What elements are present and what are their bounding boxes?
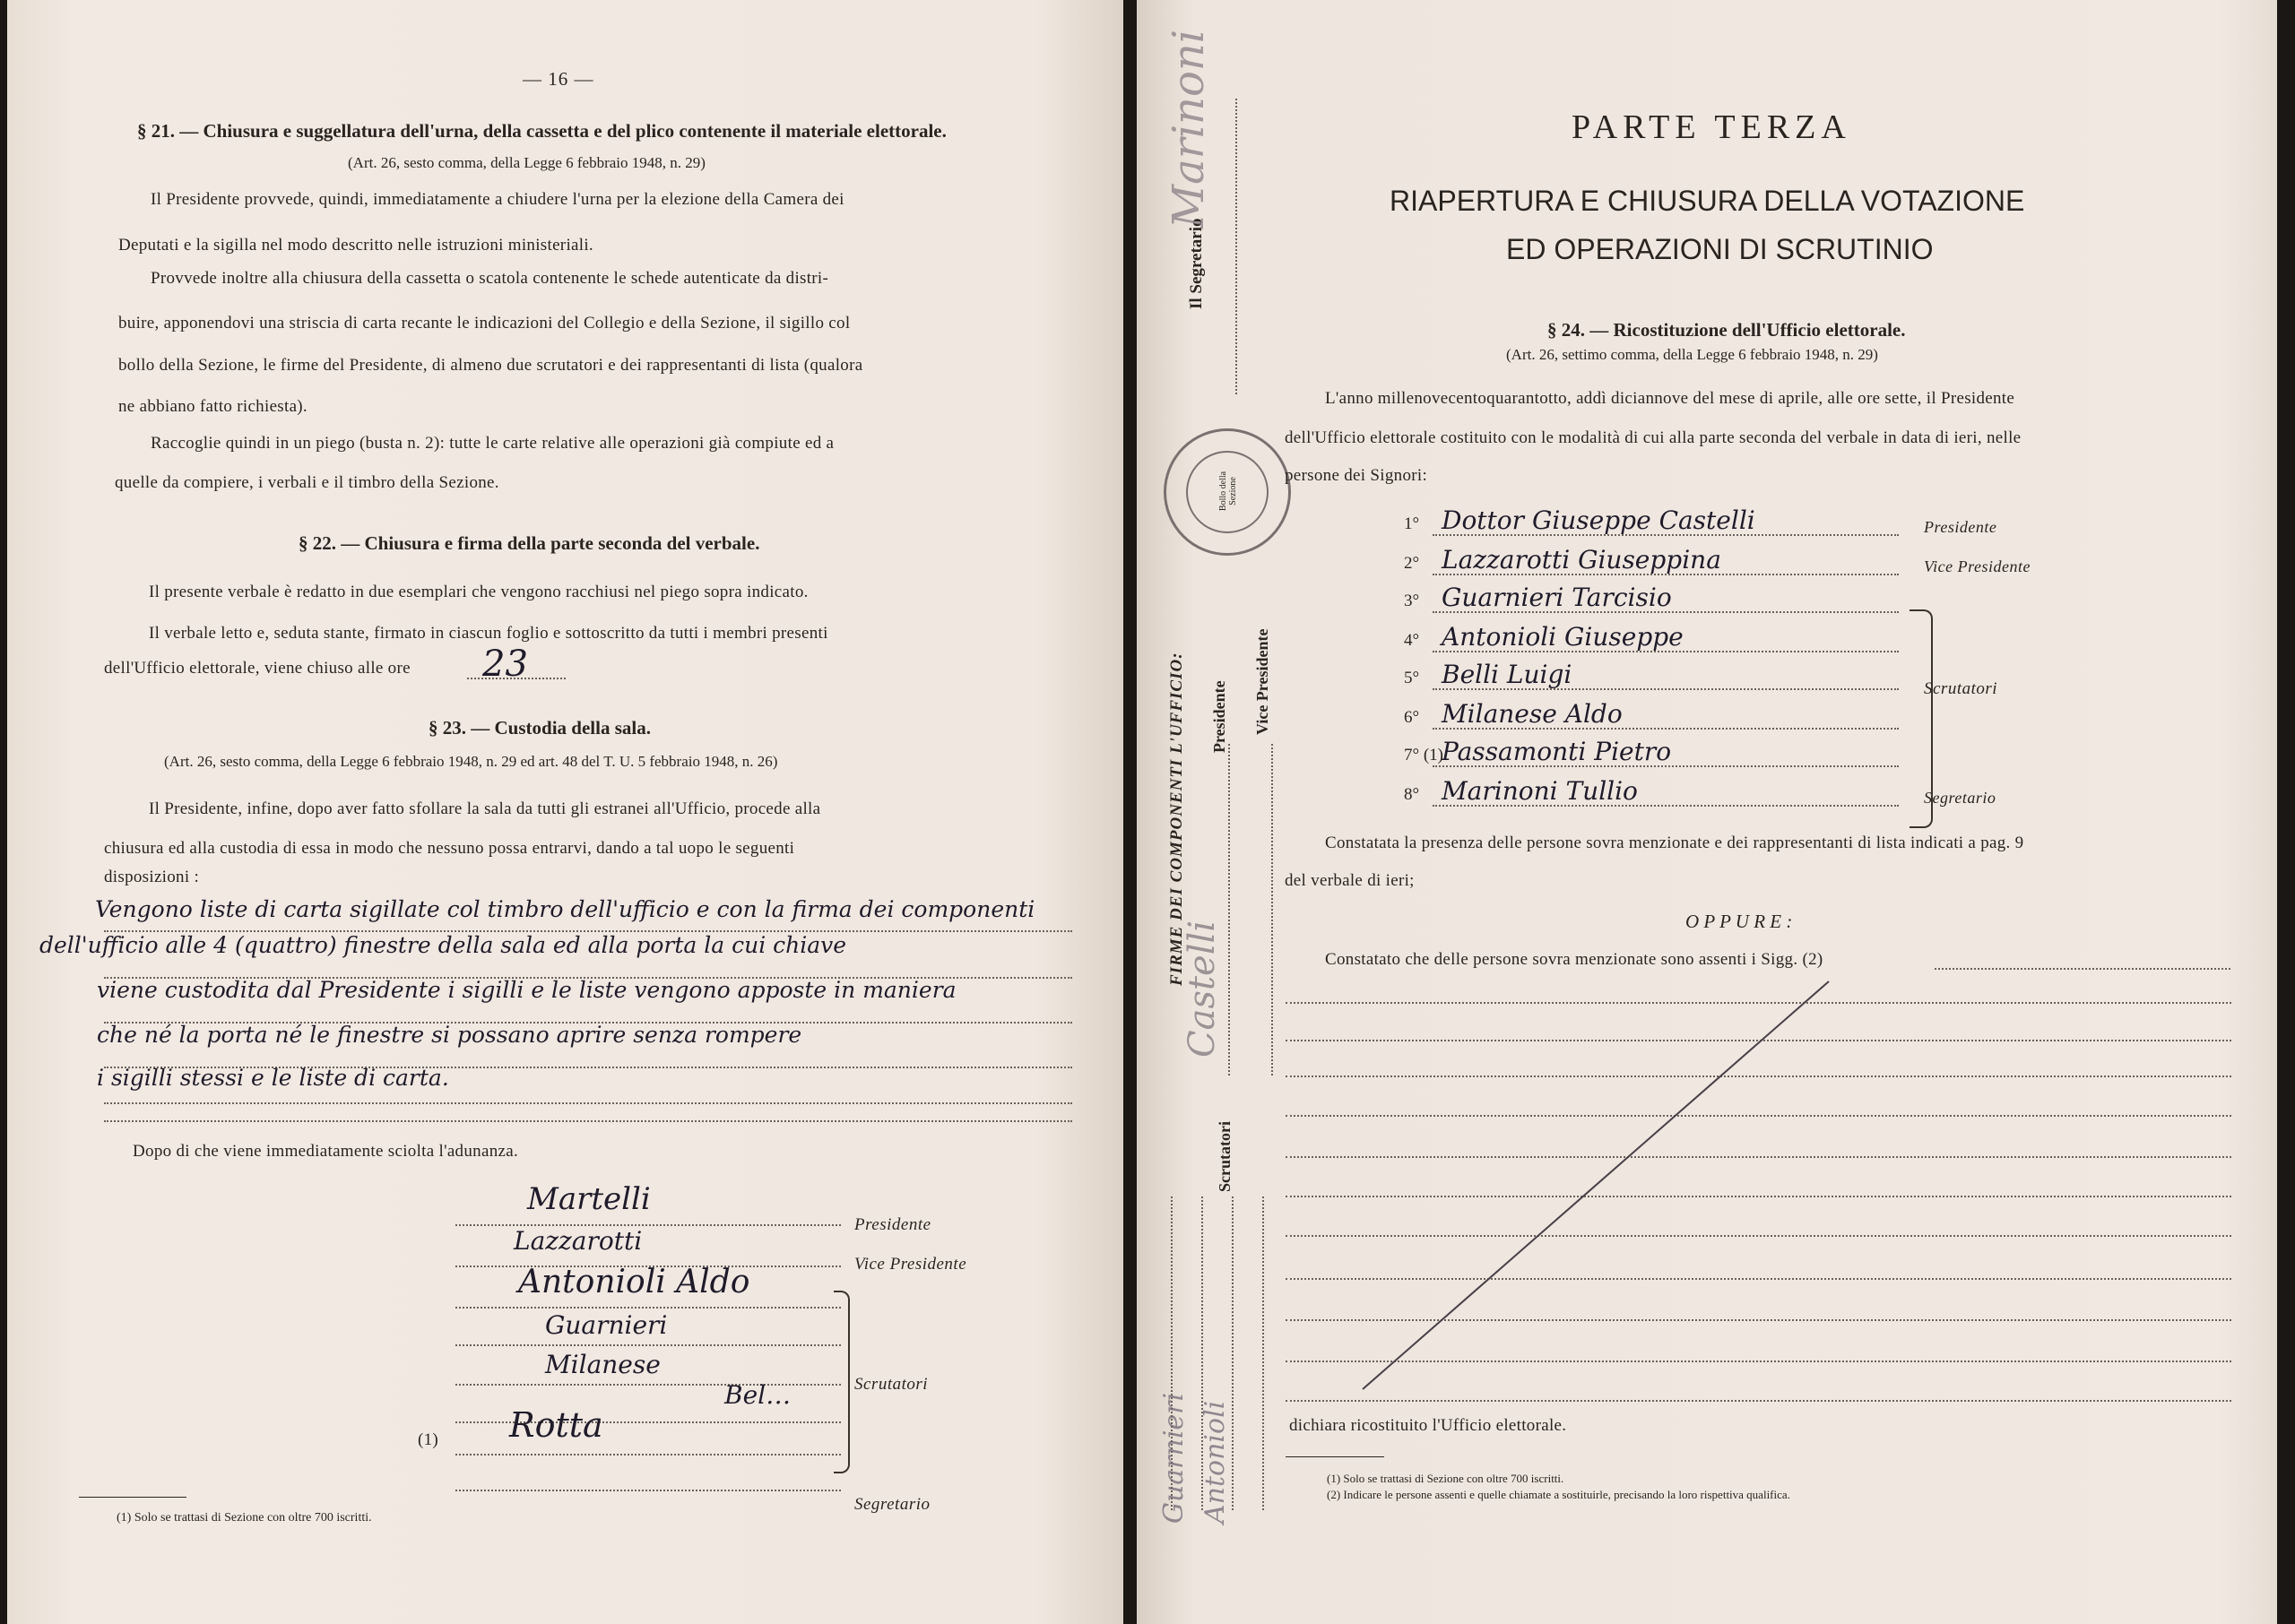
member-name: Dottor Giuseppe Castelli bbox=[1442, 505, 1755, 535]
dotted-line bbox=[104, 1102, 1072, 1104]
text-line: chiusura ed alla custodia di essa in modo che nessuno possa entrarvi, dando a tal uopo le seguenti bbox=[104, 839, 795, 858]
text-line: Il Presidente provvede, quindi, immediatamente a chiudere l'urna per la elezione della Camera dei bbox=[151, 190, 844, 209]
member-name: Antonioli Giuseppe bbox=[1442, 622, 1684, 652]
title-line-1: RIAPERTURA E CHIUSURA DELLA VOTAZIONE bbox=[1390, 185, 2025, 217]
handwritten-line: viene custodita dal Presidente i sigilli e le liste vengono apposte in maniera bbox=[97, 977, 957, 1003]
role-vice-presidente: Vice Presidente bbox=[854, 1255, 967, 1274]
text-line: bollo della Sezione, le firme del Presidente, di almeno due scrutatori e dei rappresentanti di lista (qualora bbox=[118, 356, 863, 375]
member-role: Presidente bbox=[1924, 518, 1997, 536]
signature: Martelli bbox=[527, 1181, 651, 1217]
member-name: Passamonti Pietro bbox=[1442, 737, 1672, 766]
handwritten-line: che né la porta né le finestre si possano aprire senza rompere bbox=[97, 1022, 802, 1048]
title-line-2: ED OPERAZIONI DI SCRUTINIO bbox=[1506, 233, 1934, 265]
handwritten-hour: 23 bbox=[482, 644, 528, 685]
text-line: Provvede inoltre alla chiusura della cassetta o scatola contenente le schede autenticate da distri- bbox=[151, 269, 829, 288]
member-name: Lazzarotti Giuseppina bbox=[1442, 545, 1721, 574]
text-line: buire, apponendovi una striscia di carta recante le indicazioni del Collegio e della Sezione, il sigillo col bbox=[118, 314, 851, 333]
text-line: Raccoglie quindi in un piego (busta n. 2): tutte le carte relative alle operazioni già compiute ed a bbox=[151, 434, 835, 453]
member-number: 7° (1) bbox=[1404, 746, 1444, 764]
part-title: PARTE TERZA bbox=[1572, 108, 1851, 146]
text-line: dell'Ufficio elettorale costituito con le modalità di cui alla parte seconda del verbale in data di ieri, nelle bbox=[1285, 428, 2022, 447]
left-page bbox=[7, 0, 1123, 1624]
footnote-marker: (1) bbox=[418, 1430, 439, 1449]
footnote-rule bbox=[1286, 1456, 1384, 1457]
page-number: — 16 — bbox=[523, 68, 594, 90]
text-line: Il presente verbale è redatto in due esemplari che vengono racchiusi nel piego sopra indicato. bbox=[149, 583, 809, 601]
text-line: quelle da compiere, i verbali e il timbro della Sezione. bbox=[115, 473, 499, 492]
footnote: (1) Solo se trattasi di Sezione con oltre 700 iscritti. bbox=[1327, 1472, 1564, 1485]
closing-line: dichiara ricostituito l'Ufficio elettorale. bbox=[1289, 1416, 1567, 1435]
signature-line bbox=[455, 1307, 841, 1309]
margin-signature: Marinoni bbox=[1164, 29, 1214, 229]
margin-vice-presidente: Vice Presidente bbox=[1253, 628, 1271, 735]
member-number: 8° bbox=[1404, 785, 1420, 804]
right-page bbox=[1137, 0, 2277, 1624]
signature: Rotta bbox=[509, 1405, 603, 1445]
text-line: Deputati e la sigilla nel modo descritto nelle istruzioni ministeriali. bbox=[118, 236, 593, 255]
member-number: 2° bbox=[1404, 554, 1420, 573]
footnote-rule bbox=[79, 1497, 186, 1498]
member-number: 1° bbox=[1404, 514, 1420, 533]
margin-signature: Guarnieri bbox=[1158, 1392, 1190, 1524]
signature: Milanese bbox=[545, 1350, 661, 1379]
absent-line: Constatato che delle persone sovra menzionate sono assenti i Sigg. (2) bbox=[1325, 950, 1823, 969]
handwritten-line: i sigilli stessi e le liste di carta. bbox=[97, 1065, 449, 1091]
member-name: Belli Luigi bbox=[1442, 660, 1572, 689]
text-line: Constatata la presenza delle persone sovra menzionate e dei rappresentanti di lista indicati a pag. 9 bbox=[1325, 834, 2024, 852]
text-line: ne abbiano fatto richiesta). bbox=[118, 397, 307, 416]
text-line: persone dei Signori: bbox=[1285, 466, 1428, 485]
signature-line bbox=[455, 1490, 841, 1491]
strike-through-line bbox=[1137, 0, 2277, 1624]
member-name: Guarnieri Tarcisio bbox=[1442, 583, 1672, 612]
margin-scrutatori: Scrutatori bbox=[1216, 1121, 1234, 1192]
footnote: (2) Indicare le persone assenti e quelle chiamate a sostituirle, precisando la loro rispettiva qualifica. bbox=[1327, 1488, 1790, 1501]
text-line: disposizioni : bbox=[104, 868, 200, 886]
signature-line bbox=[455, 1454, 841, 1456]
member-role: Vice Presidente bbox=[1924, 557, 2031, 575]
text-line: Il verbale letto e, seduta stante, firmato in ciascun foglio e sottoscritto da tutti i membri presenti bbox=[149, 624, 828, 643]
closing-line: Dopo di che viene immediatamente sciolta l'adunanza. bbox=[133, 1142, 519, 1161]
member-number: 3° bbox=[1404, 592, 1420, 610]
role-presidente: Presidente bbox=[854, 1215, 931, 1234]
role-scrutatori: Scrutatori bbox=[854, 1375, 929, 1394]
section-21-citation: (Art. 26, sesto comma, della Legge 6 febbraio 1948, n. 29) bbox=[348, 154, 706, 171]
text-line: Il Presidente, infine, dopo aver fatto sfollare la sala da tutti gli estranei all'Ufficio, procede alla bbox=[149, 799, 821, 818]
signature: Antonioli Aldo bbox=[518, 1264, 750, 1300]
signature: Lazzarotti bbox=[514, 1226, 643, 1256]
margin-segretario: Il Segretario bbox=[1187, 218, 1206, 309]
text-line: L'anno millenovecentoquarantotto, addì diciannove del mese di aprile, alle ore sette, il Presidente bbox=[1325, 389, 2015, 408]
member-role: Segretario bbox=[1924, 789, 1996, 807]
section-21-heading: § 21. — Chiusura e suggellatura dell'urna, della cassetta e del plico contenente il materiale elettorale. bbox=[137, 120, 947, 142]
signature: Guarnieri bbox=[545, 1310, 668, 1340]
section-22-heading: § 22. — Chiusura e firma della parte seconda del verbale. bbox=[299, 532, 760, 554]
handwritten-line: dell'ufficio alle 4 (quattro) finestre della sala ed alla porta la cui chiave bbox=[39, 932, 847, 958]
text-line: dell'Ufficio elettorale, viene chiuso alle ore bbox=[104, 659, 411, 678]
section-23-citation: (Art. 26, sesto comma, della Legge 6 febbraio 1948, n. 29 ed art. 48 del T. U. 5 febbraio 1948, n. 26) bbox=[164, 753, 778, 770]
scrutatori-brace bbox=[834, 1291, 850, 1473]
member-number: 5° bbox=[1404, 669, 1420, 687]
margin-firme: FIRME DEI COMPONENTI L'UFFICIO: bbox=[1167, 652, 1186, 986]
text-line: del verbale di ieri; bbox=[1285, 871, 1415, 890]
footnote: (1) Solo se trattasi di Sezione con oltre 700 iscritti. bbox=[117, 1511, 372, 1525]
member-name: Milanese Aldo bbox=[1442, 699, 1623, 729]
signature: Bel… bbox=[724, 1380, 792, 1410]
member-number: 4° bbox=[1404, 631, 1420, 650]
role-scrutatori: Scrutatori bbox=[1924, 679, 1998, 698]
section-23-heading: § 23. — Custodia della sala. bbox=[429, 717, 651, 739]
signature-line bbox=[455, 1344, 841, 1346]
section-24-citation: (Art. 26, settimo comma, della Legge 6 febbraio 1948, n. 29) bbox=[1506, 346, 1878, 363]
member-name: Marinoni Tullio bbox=[1442, 776, 1638, 806]
section-24-heading: § 24. — Ricostituzione dell'Ufficio elettorale. bbox=[1547, 319, 1906, 341]
margin-signature: Castelli bbox=[1182, 920, 1223, 1058]
oppure: O P P U R E : bbox=[1685, 911, 1793, 932]
handwritten-line: Vengono liste di carta sigillate col timbro dell'ufficio e con la firma dei componenti bbox=[95, 896, 1035, 922]
margin-signature: Antonioli bbox=[1199, 1400, 1231, 1524]
dotted-line bbox=[104, 1120, 1072, 1122]
member-number: 6° bbox=[1404, 708, 1420, 727]
role-segretario: Segretario bbox=[854, 1495, 931, 1514]
margin-presidente: Presidente bbox=[1210, 680, 1228, 753]
stamp-text: Bollo della Sezione bbox=[1218, 471, 1238, 512]
